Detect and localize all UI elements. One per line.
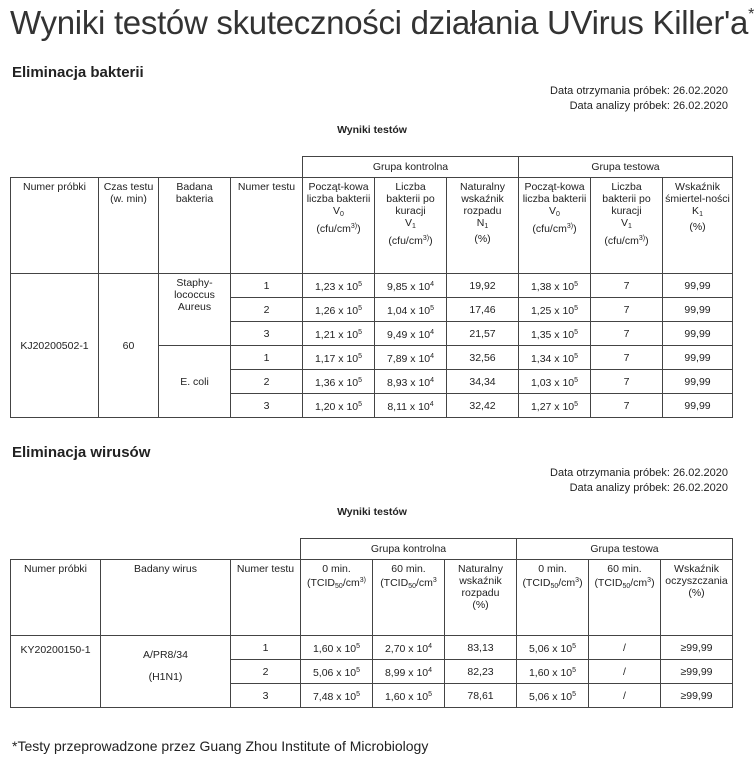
cell-testno: 3 <box>231 322 303 346</box>
cell-testno: 2 <box>231 298 303 322</box>
group-header-row <box>11 539 733 560</box>
sample-id: KJ20200502-1 <box>11 274 99 418</box>
bacteria-table <box>10 156 733 418</box>
col-sample: Numer próbki <box>11 178 99 274</box>
col-60min: 60 min. ($TCID_{50}/cm^3$ <box>373 560 445 636</box>
cell-kill: 99,99 <box>663 274 733 298</box>
cell-testno: 3 <box>231 394 303 418</box>
col-initial: Począt-kowa liczba bakterii $V_0$ $(cfu/cm^{3)})$ <box>303 178 375 274</box>
virus-date-received: Data otrzymania próbek: 26.02.2020 <box>550 467 728 479</box>
cell-v0: 1,26 x $10^5$ <box>303 298 375 322</box>
cell-testno: 2 <box>231 370 303 394</box>
cell-kill: 99,99 <box>663 322 733 346</box>
col-virus: Badany wirus <box>101 560 231 636</box>
cell-test-v1: 7 <box>591 322 663 346</box>
cell-c0: 5,06 x $10^5$ <box>301 660 373 684</box>
group-test-header: Grupa testowa <box>517 539 733 560</box>
cell-purify: ≥99,99 <box>661 636 733 660</box>
virus-date-analysis: Data analizy próbek: 26.02.2020 <box>569 482 728 494</box>
col-bacteria: Badana bakteria <box>159 178 231 274</box>
cell-v0: 1,21 x $10^5$ <box>303 322 375 346</box>
virus-table <box>10 538 733 708</box>
group-test-header: Grupa testowa <box>519 157 733 178</box>
table-row <box>11 274 733 298</box>
cell-test-v0: 1,34 x $10^5$ <box>519 346 591 370</box>
test-time: 60 <box>99 274 159 418</box>
virus-dates <box>550 466 728 496</box>
page-title: Wyniki testów skuteczności działania UVirus Killer'a* <box>10 4 754 41</box>
cell-natural: 32,56 <box>447 346 519 370</box>
cell-test-v0: 1,25 x $10^5$ <box>519 298 591 322</box>
cell-kill: 99,99 <box>663 370 733 394</box>
col-0min: 0 min. ($TCID_{50}/cm^{3)}$ <box>301 560 373 636</box>
cell-testno: 1 <box>231 346 303 370</box>
cell-testno: 1 <box>231 636 301 660</box>
col-natural: Naturalny wskaźnik rozpadu (%) <box>445 560 517 636</box>
col-testno: Numer testu <box>231 560 301 636</box>
cell-natural: 78,61 <box>445 684 517 708</box>
bacteria-date-received: Data otrzymania próbek: 26.02.2020 <box>550 85 728 97</box>
bacteria-heading: Eliminacja bakterii <box>12 64 144 81</box>
cell-t60: / <box>589 660 661 684</box>
col-test-60min: 60 min. $(TCID_{50}/cm^3)$ <box>589 560 661 636</box>
bacteria-name-b: E. coli <box>159 346 231 418</box>
cell-kill: 99,99 <box>663 298 733 322</box>
cell-natural: 19,92 <box>447 274 519 298</box>
col-testno: Numer testu <box>231 178 303 274</box>
col-test-after: Liczba bakterii po kuracji $V_1$ $(cfu/cm^{3)})$ <box>591 178 663 274</box>
group-control-header: Grupa kontrolna <box>303 157 519 178</box>
cell-t60: / <box>589 636 661 660</box>
cell-natural: 32,42 <box>447 394 519 418</box>
cell-v0: 1,20 x $10^5$ <box>303 394 375 418</box>
cell-v1: 8,11 x $10^4$ <box>375 394 447 418</box>
cell-natural: 17,46 <box>447 298 519 322</box>
col-time: Czas testu (w. min) <box>99 178 159 274</box>
cell-natural: 83,13 <box>445 636 517 660</box>
cell-natural: 21,57 <box>447 322 519 346</box>
cell-test-v0: 1,35 x $10^5$ <box>519 322 591 346</box>
column-header-row <box>11 560 733 636</box>
cell-t60: / <box>589 684 661 708</box>
cell-purify: ≥99,99 <box>661 684 733 708</box>
sample-id: KY20200150-1 <box>11 636 101 708</box>
cell-v0: 1,36 x $10^5$ <box>303 370 375 394</box>
col-natural: Naturalny wskaźnik rozpadu $N_1$ (%) <box>447 178 519 274</box>
cell-purify: ≥99,99 <box>661 660 733 684</box>
cell-v0: 1,17 x $10^5$ <box>303 346 375 370</box>
col-test-initial: Począt-kowa liczba bakterii $V_0$ $(cfu/cm^{3)})$ <box>519 178 591 274</box>
virus-heading: Eliminacja wirusów <box>12 444 151 461</box>
footnote: *Testy przeprowadzone przez Guang Zhou Institute of Microbiology <box>12 738 429 754</box>
cell-natural: 82,23 <box>445 660 517 684</box>
cell-v1: 7,89 x $10^4$ <box>375 346 447 370</box>
cell-c60: 2,70 x $10^4$ <box>373 636 445 660</box>
virus-name: A/PR8/34 (H1N1) <box>101 636 231 708</box>
bacteria-date-analysis: Data analizy próbek: 26.02.2020 <box>569 100 728 112</box>
cell-t0: 5,06 x $10^5$ <box>517 636 589 660</box>
col-purify: Wskaźnik oczyszczania (%) <box>661 560 733 636</box>
table-row <box>11 636 733 660</box>
cell-v1: 9,85 x $10^4$ <box>375 274 447 298</box>
cell-test-v0: 1,27 x $10^5$ <box>519 394 591 418</box>
col-test-0min: 0 min. $(TCID_{50}/cm^3)$ <box>517 560 589 636</box>
group-header-row <box>11 157 733 178</box>
col-kill: Wskaźnik śmiertel-ności $K_1$ (%) <box>663 178 733 274</box>
cell-test-v0: 1,38 x $10^5$ <box>519 274 591 298</box>
cell-test-v1: 7 <box>591 298 663 322</box>
cell-c0: 7,48 x $10^5$ <box>301 684 373 708</box>
cell-v0: 1,23 x $10^5$ <box>303 274 375 298</box>
cell-c60: 8,99 x $10^4$ <box>373 660 445 684</box>
bacteria-name-a: Staphy-lococcus Aureus <box>159 274 231 346</box>
cell-c0: 1,60 x $10^5$ <box>301 636 373 660</box>
cell-kill: 99,99 <box>663 394 733 418</box>
cell-test-v1: 7 <box>591 370 663 394</box>
cell-v1: 1,04 x $10^5$ <box>375 298 447 322</box>
cell-v1: 8,93 x $10^4$ <box>375 370 447 394</box>
cell-t0: 5,06 x $10^5$ <box>517 684 589 708</box>
cell-testno: 3 <box>231 684 301 708</box>
cell-natural: 34,34 <box>447 370 519 394</box>
cell-testno: 2 <box>231 660 301 684</box>
cell-t0: 1,60 x $10^5$ <box>517 660 589 684</box>
column-header-row <box>11 178 733 274</box>
cell-kill: 99,99 <box>663 346 733 370</box>
col-sample: Numer próbki <box>11 560 101 636</box>
cell-test-v1: 7 <box>591 394 663 418</box>
cell-v1: 9,49 x $10^4$ <box>375 322 447 346</box>
virus-caption: Wyniki testów <box>337 506 407 518</box>
cell-testno: 1 <box>231 274 303 298</box>
bacteria-dates <box>550 84 728 114</box>
cell-c60: 1,60 x $10^5$ <box>373 684 445 708</box>
bacteria-caption: Wyniki testów <box>337 124 407 136</box>
cell-test-v1: 7 <box>591 274 663 298</box>
cell-test-v0: 1,03 x $10^5$ <box>519 370 591 394</box>
cell-test-v1: 7 <box>591 346 663 370</box>
col-after: Liczba bakterii po kuracji $V_1$ $(cfu/cm^{3)})$ <box>375 178 447 274</box>
group-control-header: Grupa kontrolna <box>301 539 517 560</box>
